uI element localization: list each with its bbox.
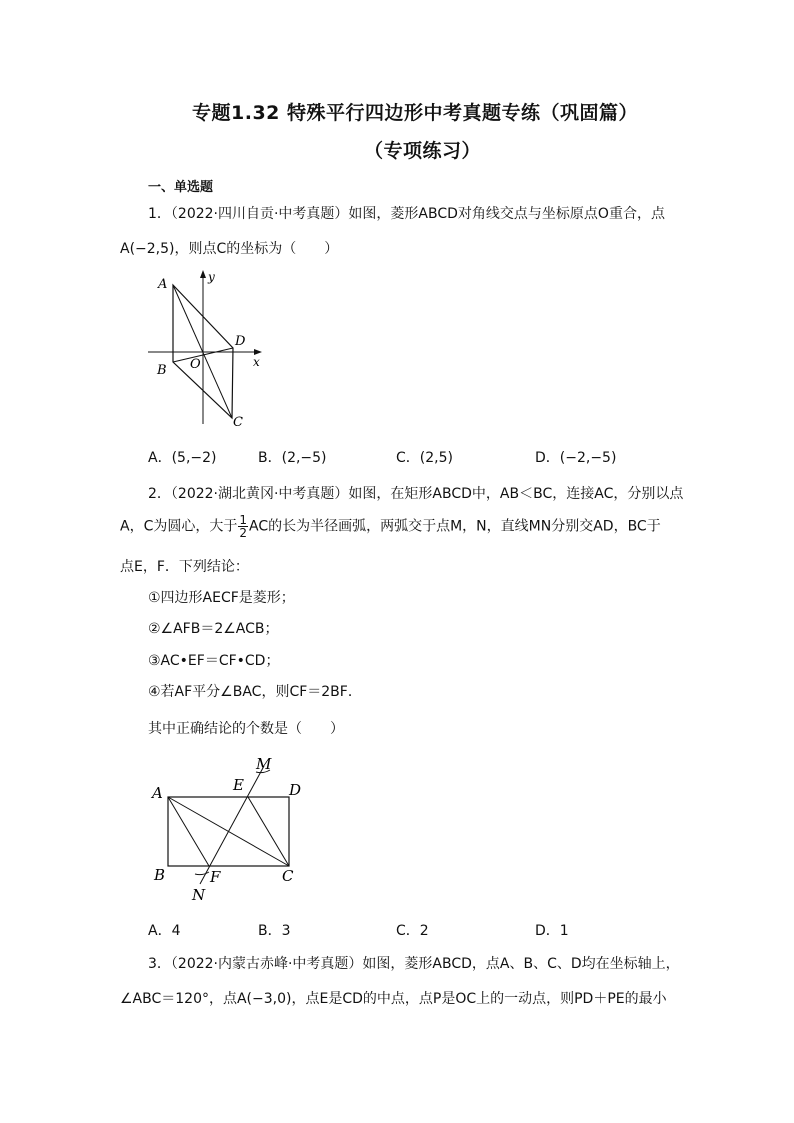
page-title: 专题1.32 特殊平行四边形中考真题专练（巩固篇） [192, 102, 638, 124]
q2-stem-line2-after: AC的长为半径画弧，两弧交于点M，N，直线MN分别交AD，BC于 [249, 518, 661, 535]
label-a: A [158, 277, 168, 292]
label-x: x [253, 355, 260, 369]
label-f: F [210, 868, 221, 886]
q1-stem-line2: A(−2,5)，则点C的坐标为（ ） [120, 241, 339, 257]
fraction-denominator: 2 [239, 526, 247, 540]
q2-statement-4: ④若AF平分∠BAC，则CF＝2BF． [148, 684, 362, 700]
q2-option-a[interactable]: A．4 [148, 923, 181, 939]
label-e: E [233, 776, 244, 794]
label-n: N [192, 886, 206, 904]
label-c: C [233, 415, 243, 430]
label-o: O [190, 357, 201, 372]
label-d: D [289, 781, 302, 799]
q2-statement-2: ②∠AFB＝2∠ACB； [148, 621, 279, 637]
q3-stem-line2: ∠ABC＝120°，点A(−3,0)，点E是CD的中点，点P是OC上的一动点，则PD＋PE的最小 [120, 991, 667, 1007]
q2-option-b[interactable]: B．3 [258, 923, 291, 939]
arc-mark-n [195, 872, 209, 875]
q2-statement-3: ③AC•EF＝CF•CD； [148, 653, 280, 669]
label-y: y [208, 270, 215, 284]
label-m: M [256, 755, 272, 773]
label-b: B [154, 866, 166, 884]
q2-stem-line2 [120, 514, 661, 539]
label-d: D [235, 334, 246, 349]
q2-question: 其中正确结论的个数是（ ） [148, 721, 344, 737]
q1-stem-line1: 1．（2022·四川自贡·中考真题）如图，菱形ABCD对角线交点与坐标原点O重合，点 [148, 206, 665, 222]
page-subtitle: （专项练习） [364, 140, 482, 162]
q2-option-c[interactable]: C．2 [396, 923, 429, 939]
q2-stem-line1: 2．（2022·湖北黄冈·中考真题）如图，在矩形ABCD中，AB＜BC，连接AC，分别以点 [148, 486, 684, 502]
label-b: B [157, 363, 167, 378]
q1-option-b[interactable]: B．(2,−5) [258, 450, 327, 466]
q3-stem-line1: 3．（2022·内蒙古赤峰·中考真题）如图，菱形ABCD，点A、B、C、D均在坐标轴上， [148, 956, 680, 972]
q2-statement-1: ①四边形AECF是菱形； [148, 590, 295, 606]
q2-figure [148, 752, 318, 904]
fraction-numerator: 1 [239, 513, 247, 527]
label-c: C [282, 867, 294, 885]
q1-figure [140, 266, 270, 432]
q2-option-d[interactable]: D．1 [535, 923, 569, 939]
q1-option-c[interactable]: C．(2,5) [396, 450, 453, 466]
y-axis-arrow-icon [200, 270, 206, 278]
fraction-one-half [238, 514, 248, 539]
q1-option-d[interactable]: D．(−2,−5) [535, 450, 617, 466]
segment-ec [248, 797, 289, 866]
segment-af [168, 797, 209, 866]
section-heading: 一、单选题 [148, 180, 214, 195]
q2-stem-line3: 点E，F．下列结论： [120, 559, 249, 575]
label-a: A [152, 784, 163, 802]
q1-option-a[interactable]: A．(5,−2) [148, 450, 217, 466]
q2-stem-line2-before: A，C为圆心，大于 [120, 518, 238, 535]
